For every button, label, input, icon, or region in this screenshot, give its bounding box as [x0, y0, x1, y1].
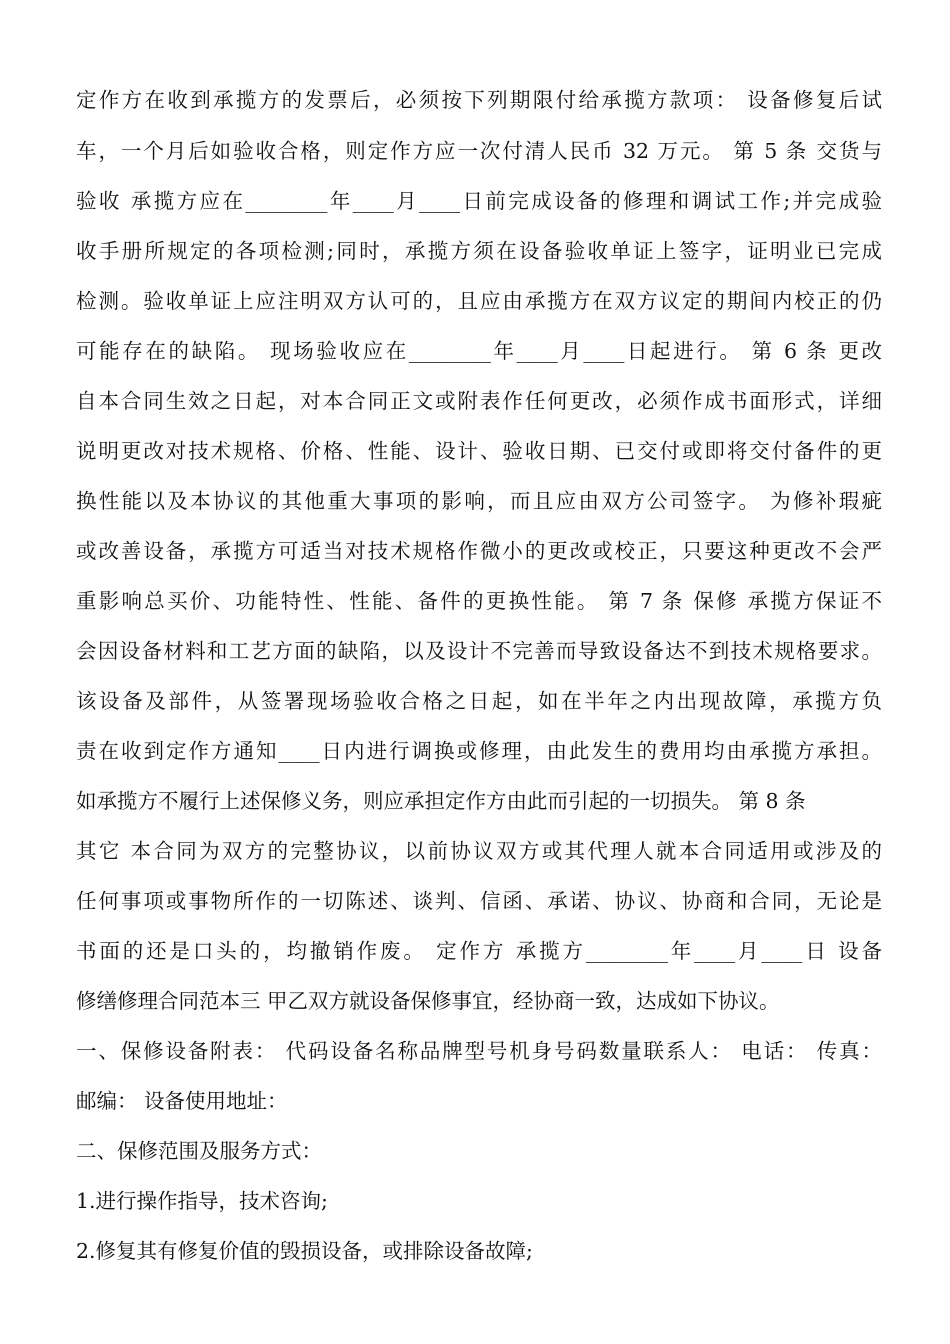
text-line: 收手册所规定的各项检测;同时，承揽方须在设备验收单证上签字，证明业已完成: [76, 239, 882, 263]
text-line: 验收 承揽方应在________年____月____日前完成设备的修理和调试工作;并完成验: [76, 189, 882, 213]
text-line: 或改善设备，承揽方可适当对技术规格作微小的更改或校正，只要这种更改不会严: [76, 539, 882, 563]
text-line: 2.修复其有修复价值的毁损设备，或排除设备故障;: [76, 1239, 533, 1263]
text-line: 书面的还是口头的，均撤销作废。 定作方 承揽方________年____月____日 设备: [76, 939, 882, 963]
text-line: 自本合同生效之日起，对本合同正文或附表作任何更改，必须作成书面形式，详细: [76, 389, 882, 413]
text-line: 1.进行操作指导，技术咨询;: [76, 1189, 328, 1213]
text-line: 如承揽方不履行上述保修义务，则应承担定作方由此而引起的一切损失。 第 8 条: [76, 789, 806, 813]
text-line: 邮编： 设备使用地址：: [76, 1089, 288, 1113]
text-line: 说明更改对技术规格、价格、性能、设计、验收日期、已交付或即将交付备件的更: [76, 439, 882, 463]
text-line: 车，一个月后如验收合格，则定作方应一次付清人民币 32 万元。 第 5 条 交货与: [76, 139, 882, 163]
text-line: 修缮修理合同范本三 甲乙双方就设备保修事宜，经协商一致，达成如下协议。: [76, 989, 780, 1013]
text-line: 任何事项或事物所作的一切陈述、谈判、信函、承诺、协议、协商和合同，无论是: [76, 889, 882, 913]
text-line: 责在收到定作方通知____日内进行调换或修理，由此发生的费用均由承揽方承担。: [76, 739, 882, 763]
text-line: 检测。验收单证上应注明双方认可的，且应由承揽方在双方议定的期间内校正的仍: [76, 289, 882, 313]
text-line: 该设备及部件，从签署现场验收合格之日起，如在半年之内出现故障，承揽方负: [76, 689, 882, 713]
text-line: 会因设备材料和工艺方面的缺陷，以及设计不完善而导致设备达不到技术规格要求。: [76, 639, 882, 663]
text-line: 其它 本合同为双方的完整协议，以前协议双方或其代理人就本合同适用或涉及的: [76, 839, 882, 863]
text-line: 可能存在的缺陷。 现场验收应在________年____月____日起进行。 第 6 条 更改: [76, 339, 882, 363]
text-line: 定作方在收到承揽方的发票后，必须按下列期限付给承揽方款项： 设备修复后试: [76, 88, 882, 112]
text-line: 二、保修范围及服务方式：: [76, 1139, 322, 1163]
text-line: 一、保修设备附表： 代码设备名称品牌型号机身号码数量联系人： 电话： 传真：: [76, 1039, 882, 1063]
text-line: 重影响总买价、功能特性、性能、备件的更换性能。 第 7 条 保修 承揽方保证不: [76, 589, 882, 613]
text-line: 换性能以及本协议的其他重大事项的影响，而且应由双方公司签字。 为修补瑕疵: [76, 489, 882, 513]
